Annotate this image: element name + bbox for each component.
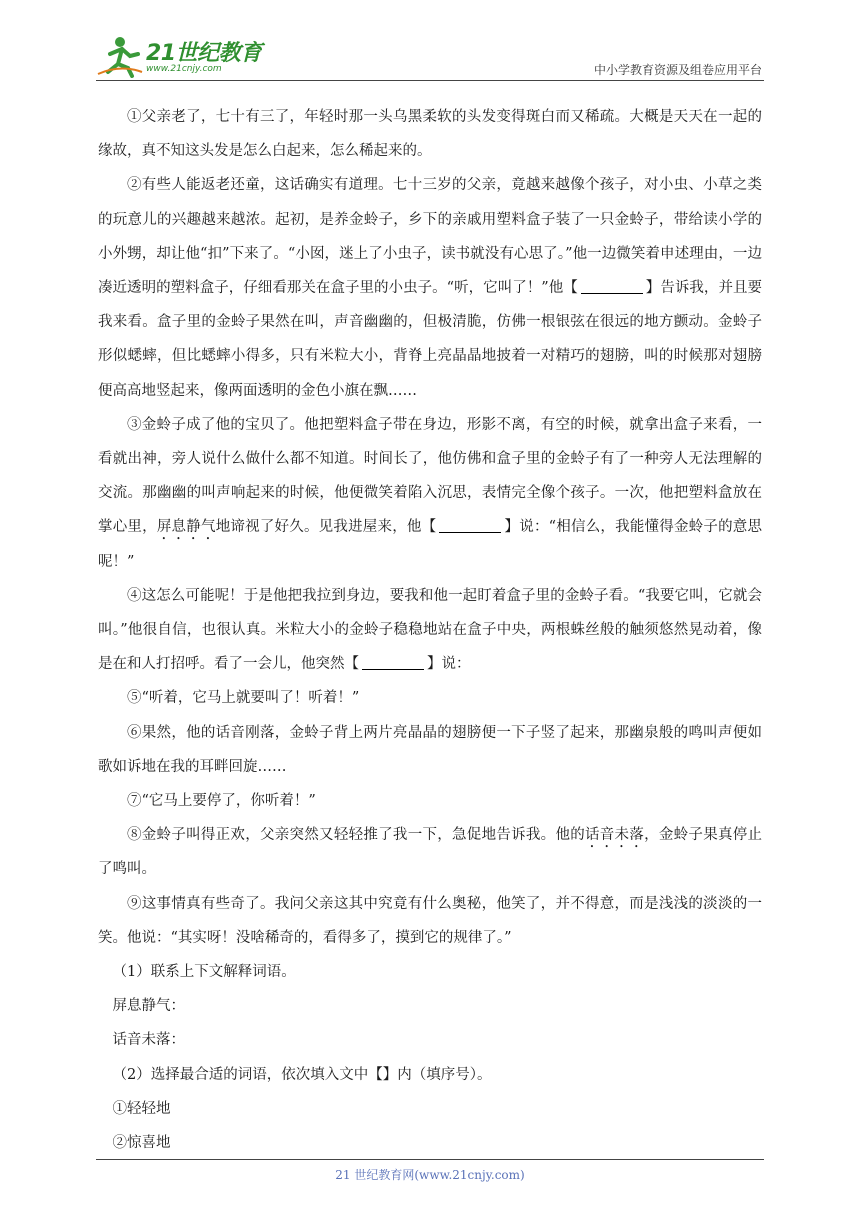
paragraph-6: ⑥果然，他的话音刚落，金蛉子背上两片亮晶晶的翅膀便一下子竖了起来，那幽泉般的鸣叫声便如歌如诉地在我的耳畔回旋……	[98, 724, 762, 775]
emphasized-term-1: 屏息静气	[156, 519, 216, 536]
question-2: （2）选择最合适的词语，依次填入文中【】内（填序号）。	[112, 1066, 492, 1083]
runner-logo-icon	[96, 34, 144, 78]
logo-text: 21世纪教育	[146, 41, 262, 66]
header-divider	[96, 80, 764, 81]
option-1: ①轻轻地	[112, 1100, 171, 1117]
paragraph-4: ④这怎么可能呢！于是他把我拉到身边，要我和他一起盯着盒子里的金蛉子看。“我要它叫，它就会叫。”他很自信，也很认真。米粒大小的金蛉子稳稳地站在盒子中央，两根蛛丝般的触须悠然晃动着，像是在和人打招呼。看了一会儿，他突然【 】说：	[98, 587, 762, 673]
logo-url: www.21cnjy.com	[146, 64, 222, 74]
emphasized-term-2: 话音未落	[585, 827, 645, 844]
blank-3[interactable]	[362, 655, 424, 670]
paragraph-7: ⑦“它马上要停了，你听着！”	[127, 793, 316, 810]
footer-text: 21 世纪教育网(www.21cnjy.com)	[335, 1168, 525, 1182]
paragraph-8: ⑧金蛉子叫得正欢，父亲突然又轻轻推了我一下，急促地告诉我。他的话音未落，金蛉子果真停止了鸣叫。	[98, 827, 763, 878]
question-1: （1）联系上下文解释词语。	[112, 964, 296, 981]
paragraph-9: ⑨这事情真有些奇了。我问父亲这其中究竟有什么奥秘，他笑了，并不得意，而是浅浅的淡淡的一笑。他说：“其实呀！没啥稀奇的，看得多了，摸到它的规律了。”	[98, 895, 762, 946]
paragraph-3: ③金蛉子成了他的宝贝了。他把塑料盒子带在身边，形影不离，有空的时候，就拿出盒子来看，一看就出神，旁人说什么做什么都不知道。时间长了，他仿佛和盒子里的金蛉子有了一种旁人无法理解的交流。那幽幽的叫声响起来的时候，他便微笑着陷入沉思，表情完全像个孩子。一次，他把塑料盒放在掌心里，屏息静气地谛视了好久。见我进屋来，他【 】说：“相信么，我能懂得金蛉子的意思呢！”	[98, 416, 763, 570]
page-header	[96, 28, 764, 80]
paragraph-5: ⑤“听着，它马上就要叫了！听着！”	[127, 690, 360, 707]
paragraph-1: ①父亲老了，七十有三了，年轻时那一头乌黑柔软的头发变得斑白而又稀疏。大概是天天在一起的缘故，真不知这头发是怎么白起来，怎么稀起来的。	[98, 109, 762, 160]
question-1-term-a: 屏息静气：	[112, 998, 185, 1015]
blank-2[interactable]	[439, 518, 501, 533]
document-body	[98, 100, 762, 1160]
footer-divider	[96, 1159, 764, 1160]
blank-1[interactable]	[581, 279, 643, 294]
logo	[96, 34, 266, 78]
question-1-term-b: 话音未落：	[112, 1032, 185, 1049]
platform-title: 中小学教育资源及组卷应用平台	[593, 63, 762, 77]
paragraph-2: ②有些人能返老还童，这话确实有道理。七十三岁的父亲，竟越来越像个孩子，对小虫、小草之类的玩意儿的兴趣越来越浓。起初，是养金蛉子，乡下的亲戚用塑料盒子装了一只金蛉子，带给读小学的小外甥，却让他“扣”下来了。“小囡，迷上了小虫子，读书就没有心思了。”他一边微笑着申述理由，一边凑近透明的塑料盒子，仔细看那关在盒子里的小虫子。“听，它叫了！”他【 】告诉我，并且要我来看。盒子里的金蛉子果然在叫，声音幽幽的，但极清脆，仿佛一根银弦在很远的地方颤动。金蛉子形似蟋蟀，但比蟋蟀小得多，只有米粒大小，背脊上亮晶晶地披着一对精巧的翅膀，叫的时候那对翅膀便高高地竖起来，像两面透明的金色小旗在飘……	[98, 177, 763, 399]
option-2: ②惊喜地	[112, 1135, 171, 1152]
